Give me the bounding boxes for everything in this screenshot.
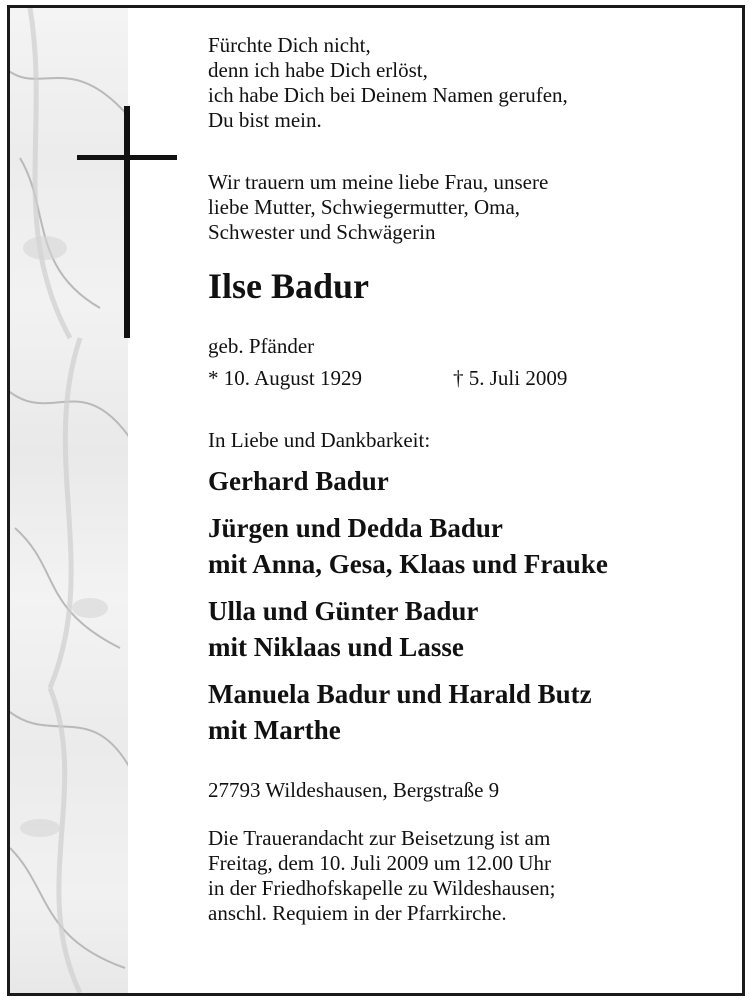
maiden-name: geb. Pfänder xyxy=(208,334,315,358)
mourner-line: Jürgen und Dedda Badur xyxy=(208,513,503,543)
service-line: Die Trauerandacht zur Beisetzung ist am xyxy=(208,826,551,850)
service-line: in der Friedhofskapelle zu Wildeshausen; xyxy=(208,876,556,900)
cross-icon xyxy=(77,106,177,338)
mourner-line: Ulla und Günter Badur xyxy=(208,596,479,626)
service-line: anschl. Requiem in der Pfarrkirche. xyxy=(208,901,507,925)
mourner-line: mit Niklaas und Lasse xyxy=(208,632,464,662)
mourner-line: mit Marthe xyxy=(208,715,341,745)
intro-line: liebe Mutter, Schwiegermutter, Oma, xyxy=(208,195,521,219)
obituary-notice xyxy=(7,5,745,996)
life-dates xyxy=(208,366,567,390)
verse-line: Fürchte Dich nicht, xyxy=(208,33,371,57)
deceased-name: Ilse Badur xyxy=(208,266,370,306)
intro-line: Schwester und Schwägerin xyxy=(208,220,436,244)
intro-line: Wir trauern um meine liebe Frau, unsere xyxy=(208,170,549,194)
verse-line: Du bist mein. xyxy=(208,108,322,132)
death-date: † 5. Juli 2009 xyxy=(453,366,568,390)
verse-line: denn ich habe Dich erlöst, xyxy=(208,58,428,82)
verse-line: ich habe Dich bei Deinem Namen gerufen, xyxy=(208,83,568,107)
address: 27793 Wildeshausen, Bergstraße 9 xyxy=(208,778,500,802)
mourners-intro: In Liebe und Dankbarkeit: xyxy=(208,428,431,452)
service-line: Freitag, dem 10. Juli 2009 um 12.00 Uhr xyxy=(208,851,551,875)
birth-date: * 10. August 1929 xyxy=(208,366,363,390)
mourner-line: Gerhard Badur xyxy=(208,466,389,496)
mourner-line: mit Anna, Gesa, Klaas und Frauke xyxy=(208,549,608,579)
mourner-line: Manuela Badur und Harald Butz xyxy=(208,679,592,709)
